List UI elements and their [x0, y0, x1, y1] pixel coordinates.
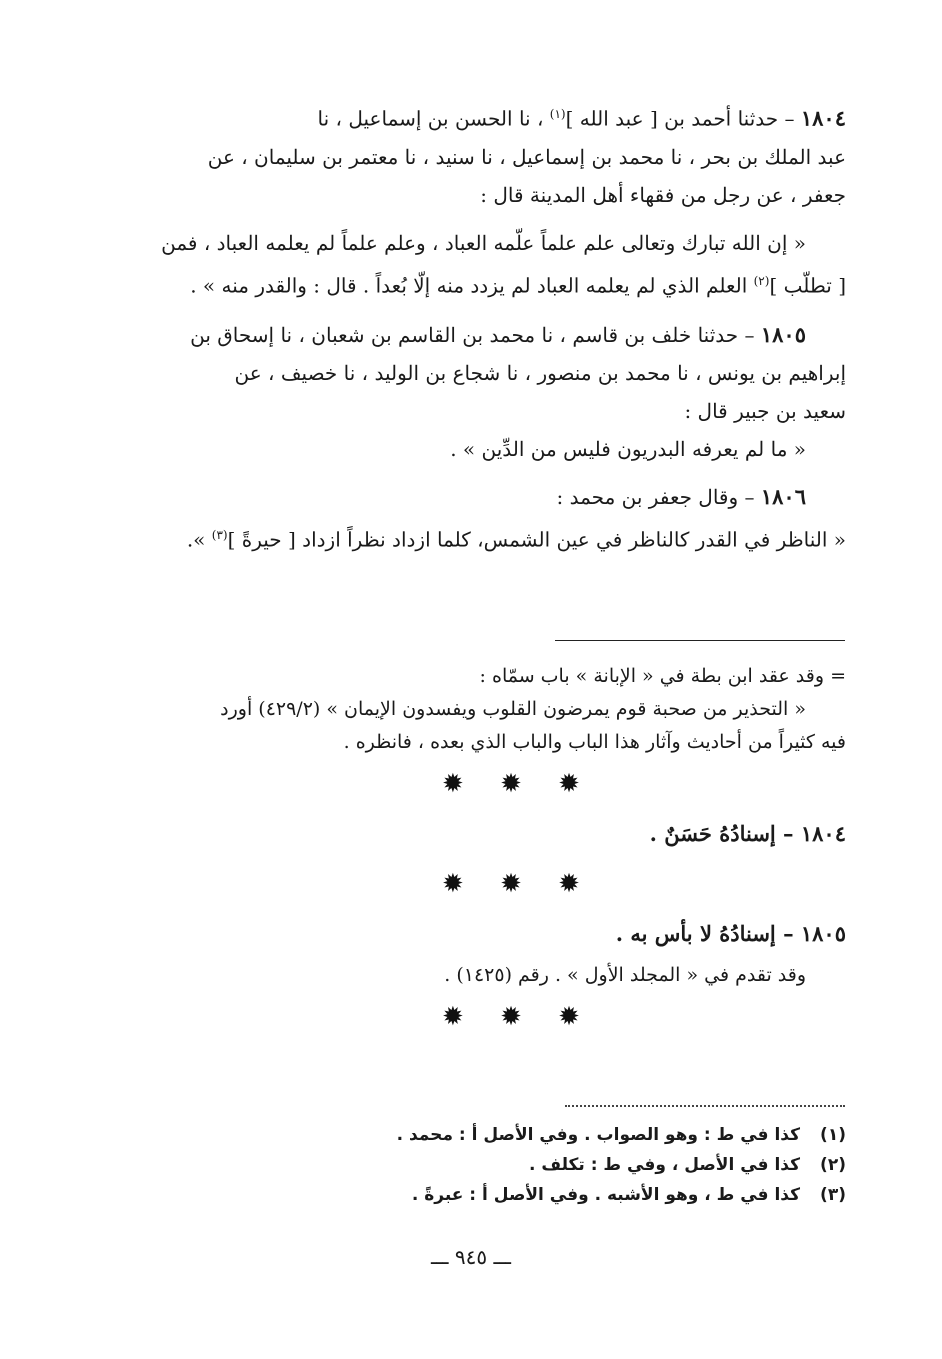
- separator-stars: ✹ ✹ ✹: [442, 869, 594, 899]
- entry-1806: [150, 478, 846, 559]
- commentary: [150, 660, 846, 1042]
- entry-number: ١٨٠٥: [760, 322, 806, 348]
- footnote-item: [150, 1150, 846, 1180]
- footnote-mark: (٣): [820, 1185, 846, 1205]
- text-span: ، نا الحسن بن إسماعيل ، نا: [317, 106, 544, 131]
- page-number: ـــ ٩٤٥ ـــ: [430, 1245, 512, 1269]
- entry-number: ١٨٠٤: [800, 105, 846, 131]
- text-span: – حدثنا خلف بن قاسم ، نا محمد بن القاسم بن شعبان ، نا إسحاق بن: [190, 323, 755, 348]
- text-line: « إن الله تبارك وتعالى علم علماً علّمه العباد ، وعلم علماً لم يعلمه العباد ، فمن: [161, 230, 806, 255]
- footnote-divider: [555, 640, 845, 641]
- quote-line: « ما لم يعرفه البدريون فليس من الدِّين » .: [450, 437, 806, 462]
- separator-stars: ✹ ✹ ✹: [442, 1002, 594, 1032]
- text-line: [150, 316, 846, 354]
- text-span: ».: [186, 527, 206, 552]
- footnote-item: [150, 1180, 846, 1210]
- verdict-1805: [150, 909, 846, 959]
- text-span: [ تطلّب ]: [769, 273, 846, 298]
- text-span: – وقال جعفر بن محمد :: [556, 485, 755, 510]
- text-line: [150, 478, 846, 516]
- entry-number: ١٨٠٥: [800, 921, 846, 946]
- footnotes: [150, 1120, 846, 1210]
- entry-1805: [150, 316, 846, 468]
- entry-1804: [150, 95, 846, 214]
- text-line: [150, 95, 846, 138]
- footnote-text: كذا في ط ، وهو الأشبه . وفي الأصل أ : عبرةً .: [411, 1185, 800, 1205]
- footnote-item: [150, 1120, 846, 1150]
- footnote-ref: (٢): [753, 273, 770, 288]
- verdict-text: – إسنادُهُ حَسَنٌ .: [649, 821, 794, 846]
- main-text: [150, 95, 846, 569]
- note-line: وقد تقدم في « المجلد الأول » . رقم (١٤٢٥) .: [444, 964, 806, 986]
- text-line: عبد الملك بن بحر ، نا محمد بن إسماعيل ، نا سنيد ، نا معتمر بن سليمان ، عن: [207, 144, 846, 169]
- footnote-mark: (٢): [820, 1155, 846, 1175]
- verdict-1804: [150, 809, 846, 859]
- text-span: العلم الذي لم يعلمه العباد لم يزدد منه إلّا بُعداً . قال : والقدر منه » .: [190, 273, 748, 298]
- quote-1804: [150, 224, 846, 305]
- footnote-ref: (٣): [211, 528, 228, 543]
- text-span: « الناظر في القدر كالناظر في عين الشمس، كلما ازداد نظراً ازداد [ حيرةً ]: [227, 527, 846, 552]
- text-line: إبراهيم بن يونس ، نا محمد بن منصور ، نا شجاع بن الوليد ، نا خصيف ، عن: [234, 361, 846, 386]
- footnotes-divider: [565, 1105, 845, 1107]
- footnote-text: كذا في الأصل ، وفي ط : تكلف .: [528, 1155, 800, 1175]
- note-line: = وقد عقد ابن بطة في « الإبانة » باب سمّاه :: [479, 665, 846, 687]
- entry-number: ١٨٠٦: [760, 484, 806, 510]
- footnote-ref: (١): [549, 107, 566, 121]
- text-line: جعفر ، عن رجل من فقهاء أهل المدينة قال :: [480, 182, 846, 207]
- quote-line: [150, 516, 846, 559]
- text-span: – حدثنا أحمد بن [ عبد الله ]: [565, 106, 795, 131]
- verdict-text: – إسنادُهُ لا بأس به .: [615, 921, 794, 946]
- text-line: سعيد بن جبير قال :: [684, 399, 846, 424]
- separator-stars: ✹ ✹ ✹: [442, 769, 594, 799]
- text-line: [150, 262, 846, 305]
- note-line: فيه كثيراً من أحاديث وآثار هذا الباب والباب الذي بعده ، فانظره .: [343, 731, 846, 753]
- footnote-text: كذا في ط : وهو الصواب . وفي الأصل أ : محمد .: [396, 1125, 800, 1145]
- note-line: « التحذير من صحبة قوم يمرضون القلوب ويفسدون الإيمان » (٤٢٩/٢) أورد: [220, 698, 806, 720]
- footnote-mark: (١): [820, 1125, 846, 1145]
- entry-number: ١٨٠٤: [800, 821, 846, 846]
